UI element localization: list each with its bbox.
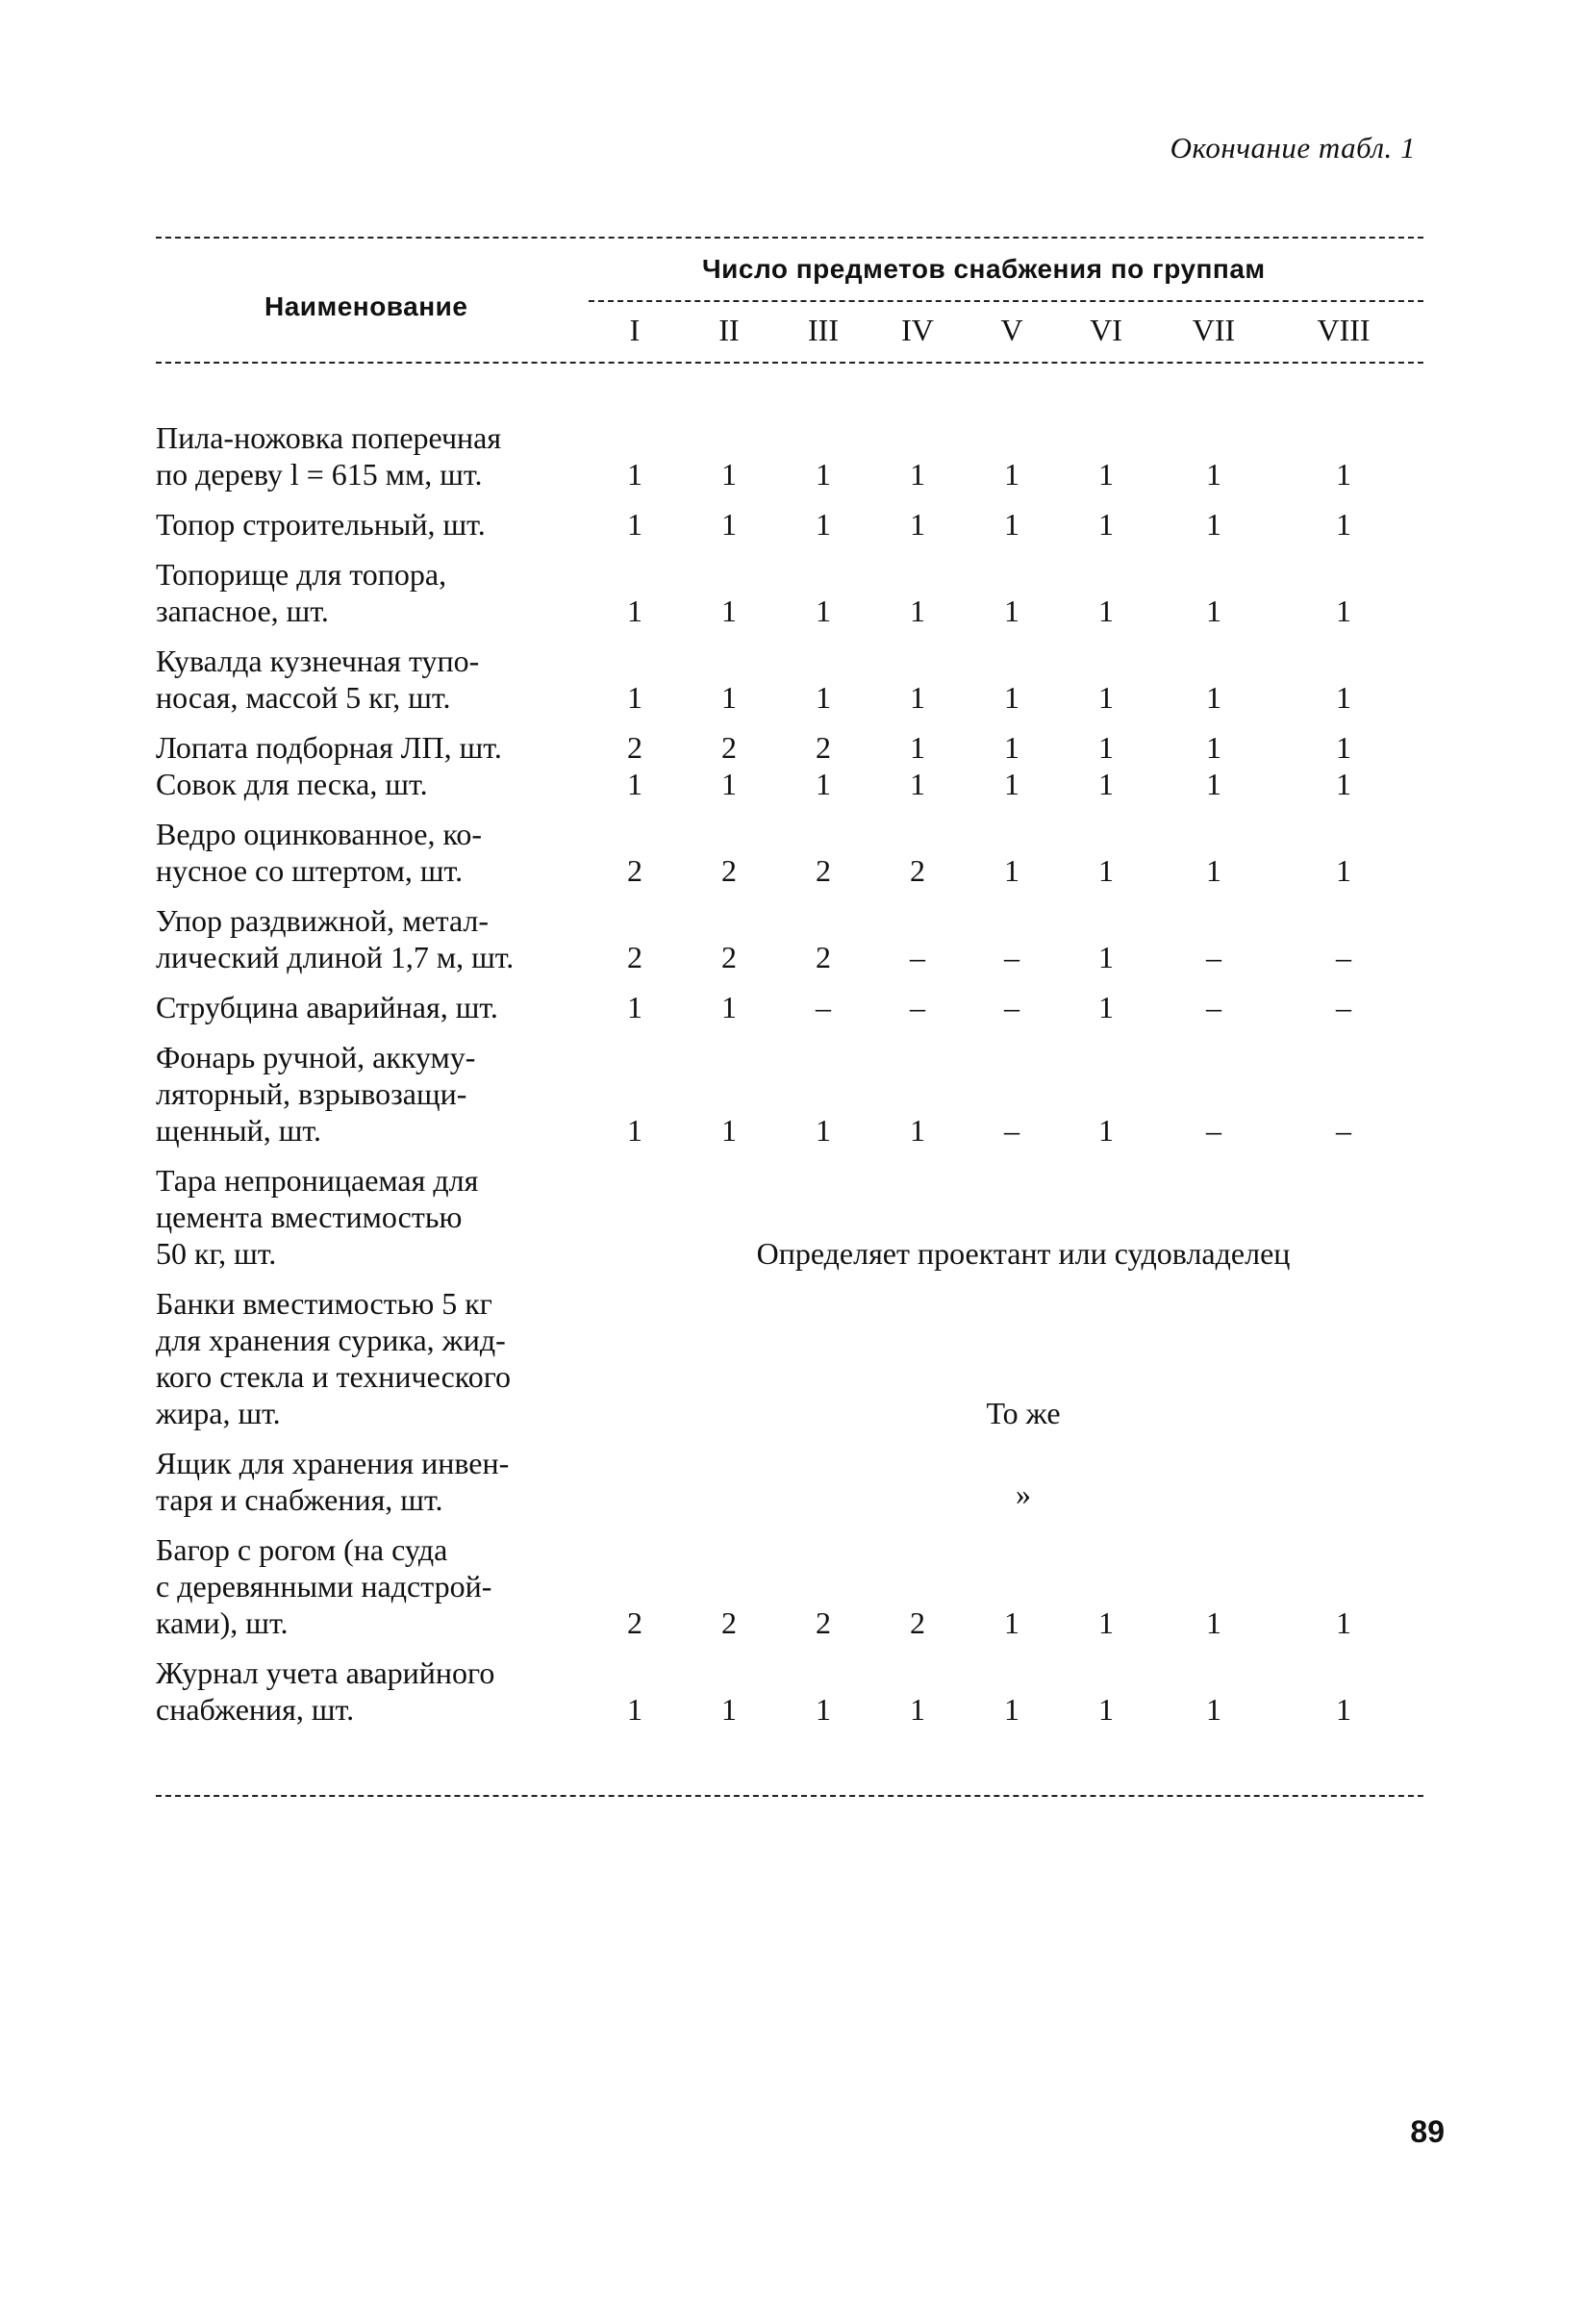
group-value: 1 (1098, 680, 1114, 715)
item-name: Ящик для хранения инвен- таря и снабжения, шт. (156, 1446, 510, 1517)
group-value: 1 1 (1004, 730, 1019, 801)
item-name: Ведро оцинкованное, ко- нусное со штертом, шт. (156, 817, 483, 888)
row-note: » (1016, 1477, 1031, 1511)
item-name: Пила-ножовка поперечная по дереву l = 615 мм, шт. (156, 420, 502, 492)
group-value: – (1004, 990, 1019, 1024)
group-value: 1 (627, 1692, 642, 1727)
group-value: – (910, 990, 925, 1024)
group-value: 1 (1206, 507, 1221, 542)
group-value: 2 (627, 940, 642, 974)
group-value: 1 (910, 1113, 925, 1148)
column-header-group: III (808, 313, 839, 347)
group-value: 1 (1004, 680, 1019, 715)
group-value: 1 (1336, 507, 1351, 542)
group-value: 1 (910, 507, 925, 542)
group-value: 1 (627, 990, 642, 1024)
group-value: 1 (1098, 1113, 1114, 1148)
group-value: 1 1 (1336, 730, 1351, 801)
item-values (608, 1477, 1423, 1518)
header-bottom-rule (156, 362, 1423, 364)
item-name: Струбцина аварийная, шт. (156, 990, 498, 1024)
table-bottom-rule (156, 1795, 1423, 1797)
group-value: 2 (910, 853, 925, 888)
group-value: 1 (910, 1692, 925, 1727)
table-row (156, 1655, 1423, 1728)
table-caption: Окончание табл. 1 (1170, 131, 1416, 164)
table-row (156, 643, 1423, 716)
column-header-groups: Число предметов снабжения по группам (702, 254, 1266, 284)
group-value: 1 (816, 457, 831, 492)
page-number: 89 (1410, 2114, 1445, 2149)
group-value: 1 (910, 594, 925, 628)
item-name: Кувалда кузнечная тупо- носая, массой 5 кг, шт. (156, 644, 480, 715)
group-value: 1 (1336, 680, 1351, 715)
group-value: 2 (816, 853, 831, 888)
group-value: 1 (721, 457, 737, 492)
group-value: – (1004, 1113, 1019, 1148)
item-name: Тара непроницаемая для цемента вместимостью 50 кг, шт. (156, 1163, 479, 1271)
table-row (156, 1285, 1423, 1431)
group-value: 1 (1336, 457, 1351, 492)
group-value: 2 (627, 1605, 642, 1640)
group-value: 1 (816, 594, 831, 628)
group-value: – (1336, 990, 1351, 1024)
group-value: 1 (627, 507, 642, 542)
table-row (156, 729, 1423, 802)
group-value: 1 1 (1098, 730, 1114, 801)
table-row (156, 1162, 1423, 1272)
group-value: 1 (1206, 1605, 1221, 1640)
item-name: Лопата подборная ЛП, шт. Совок для песка, шт. (156, 730, 502, 801)
group-value: 1 (1098, 940, 1114, 974)
group-value: 1 (627, 594, 642, 628)
group-value: 1 (721, 507, 737, 542)
group-value: 1 1 (910, 730, 925, 801)
group-value: 1 (1206, 853, 1221, 888)
group-value: 1 (1206, 1692, 1221, 1727)
item-values (608, 1691, 1423, 1728)
group-value: 1 (1336, 853, 1351, 888)
item-values (608, 1604, 1423, 1641)
item-values (608, 1112, 1423, 1149)
group-value: 1 (721, 680, 737, 715)
group-value: 1 (721, 990, 737, 1024)
row-note: То же (986, 1396, 1061, 1430)
group-value: 1 (1206, 457, 1221, 492)
group-value: 2 1 (721, 730, 737, 801)
item-name: Фонарь ручной, аккуму- ляторный, взрывозащи- щенный, шт. (156, 1040, 476, 1148)
group-value: 1 (1004, 507, 1019, 542)
group-value: 2 (721, 940, 737, 974)
item-values (608, 1235, 1423, 1272)
group-value: 1 (627, 1113, 642, 1148)
group-value: 2 (910, 1605, 925, 1640)
group-value: 1 (1098, 990, 1114, 1024)
item-values (608, 456, 1423, 493)
table-row (156, 556, 1423, 629)
group-value: 1 (816, 1692, 831, 1727)
group-value: 1 (910, 457, 925, 492)
group-value: 1 (1098, 457, 1114, 492)
group-value: 1 (816, 507, 831, 542)
item-name: Банки вместимостью 5 кг для хранения сурика, жид- кого стекла и технического жира, шт. (156, 1286, 512, 1430)
item-values (608, 506, 1423, 543)
group-value: 1 (721, 1113, 737, 1148)
table-row (156, 816, 1423, 889)
item-name: Журнал учета аварийного снабжения, шт. (156, 1655, 495, 1727)
group-value: 1 (1004, 457, 1019, 492)
column-header-group: VIII (1317, 313, 1371, 347)
group-value: 1 (627, 457, 642, 492)
group-value: 1 (910, 680, 925, 715)
item-name: Упор раздвижной, метал- лический длиной 1,7 м, шт. (156, 903, 515, 974)
group-value: 1 1 (1206, 730, 1221, 801)
row-note: Определяет проектант или судовладелец (756, 1236, 1291, 1271)
group-value: 1 (1098, 594, 1114, 628)
group-value: 1 (1098, 853, 1114, 888)
group-header-rule (589, 300, 1423, 302)
group-value: 1 (1206, 594, 1221, 628)
item-name: Топорище для топора, запасное, шт. (156, 557, 447, 628)
group-value: 2 (721, 853, 737, 888)
group-value: – (1206, 1113, 1221, 1148)
group-value: 1 (1098, 1605, 1114, 1640)
item-values (608, 729, 1423, 802)
table-row (156, 989, 1423, 1025)
table-row (156, 1531, 1423, 1641)
group-value: 2 (721, 1605, 737, 1640)
item-values (608, 852, 1423, 889)
item-values (608, 989, 1423, 1025)
column-header-name: Наименование (264, 291, 468, 321)
column-header-group: II (718, 313, 740, 347)
group-value: 2 (816, 940, 831, 974)
group-value: 1 (627, 680, 642, 715)
item-values (608, 1395, 1423, 1431)
table-row (156, 1445, 1423, 1518)
group-value: 1 (816, 1113, 831, 1148)
group-value: – (1336, 940, 1351, 974)
group-value: 1 (1098, 1692, 1114, 1727)
table-body (156, 419, 1423, 1741)
group-value: 1 (816, 680, 831, 715)
table-row (156, 506, 1423, 543)
group-value: 1 (1004, 853, 1019, 888)
item-values (608, 939, 1423, 975)
group-value: 1 (1004, 1605, 1019, 1640)
group-value: 1 (721, 1692, 737, 1727)
table-top-rule (156, 237, 1423, 239)
item-values (608, 679, 1423, 716)
item-values (608, 593, 1423, 629)
group-value: 2 (816, 1605, 831, 1640)
group-value: – (1336, 1113, 1351, 1148)
item-name: Багор с рогом (на суда с деревянными надстрой- ками), шт. (156, 1532, 492, 1640)
column-header-group: IV (901, 313, 934, 347)
group-value: – (910, 940, 925, 974)
column-header-group: I (629, 313, 641, 347)
group-value: – (1206, 940, 1221, 974)
group-value: 2 1 (816, 730, 831, 801)
group-value: 1 (721, 594, 737, 628)
group-value: 1 (1004, 594, 1019, 628)
group-value: 2 (627, 853, 642, 888)
group-value: 1 (1336, 594, 1351, 628)
group-value: 1 (1004, 1692, 1019, 1727)
group-value: – (816, 990, 831, 1024)
column-header-group: VI (1090, 313, 1122, 347)
column-header-group: VII (1192, 313, 1236, 347)
group-value: 1 (1206, 680, 1221, 715)
group-value: 1 (1098, 507, 1114, 542)
group-value: – (1206, 990, 1221, 1024)
table-row (156, 1039, 1423, 1149)
group-value: 1 (1336, 1692, 1351, 1727)
column-header-group: V (1000, 313, 1023, 347)
group-value: – (1004, 940, 1019, 974)
group-value: 1 (1336, 1605, 1351, 1640)
table-row (156, 902, 1423, 975)
group-value: 2 1 (627, 730, 642, 801)
item-name: Топор строительный, шт. (156, 507, 486, 542)
table-row (156, 419, 1423, 493)
